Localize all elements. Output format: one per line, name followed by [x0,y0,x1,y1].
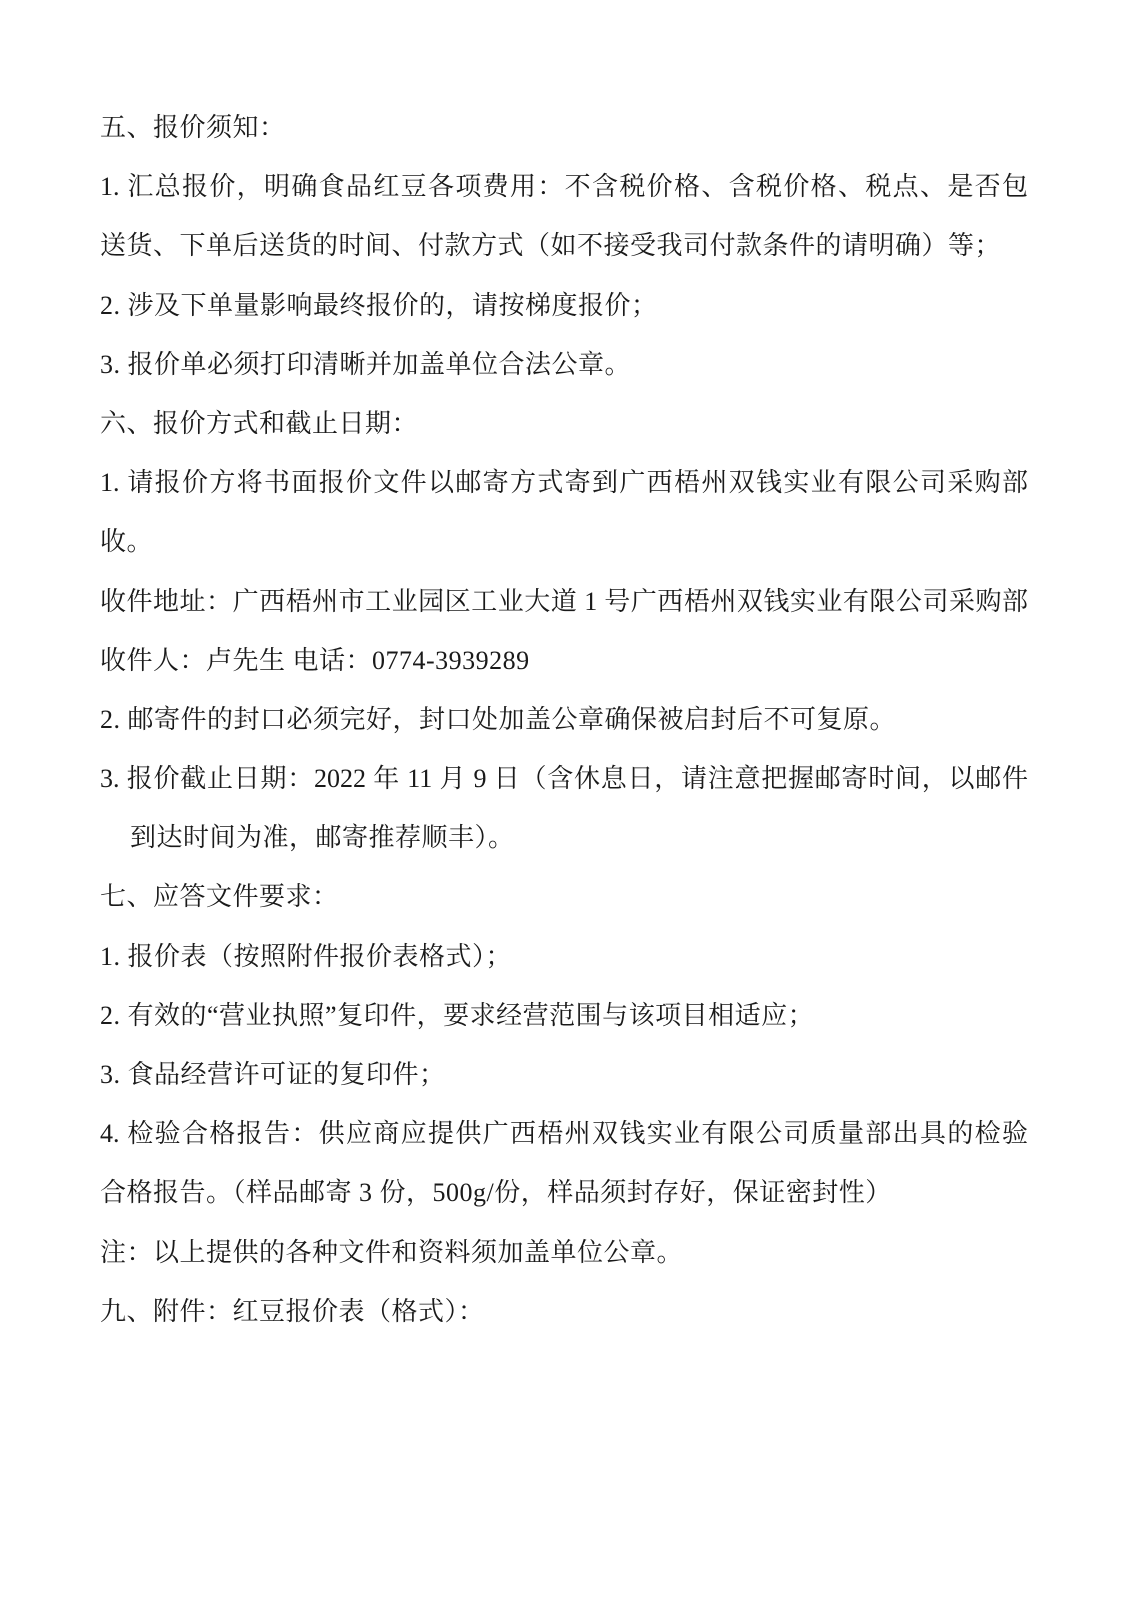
note-line: 注：以上提供的各种文件和资料须加盖单位公章。 [100,1237,684,1267]
mailing-address-line: 收件地址：广西梧州市工业园区工业大道 1 号广西梧州双钱实业有限公司采购部 [100,586,1028,616]
doc-line: 2. 涉及下单量影响最终报价的，请按梯度报价； [100,290,658,320]
recipient-phone-line: 收件人：卢先生 电话：0774-3939289 [100,645,530,675]
doc-line: 2. 邮寄件的封口必须完好，封口处加盖公章确保被启封后不可复原。 [100,704,897,734]
doc-line: 1. 请报价方将书面报价文件以邮寄方式寄到广西梧州双钱实业有限公司采购部 [100,468,1028,498]
section-heading-quotation-notes: 五、报价须知： [100,113,286,142]
section-heading-response-documents: 七、应答文件要求： [100,882,339,912]
doc-line: 4. 检验合格报告：供应商应提供广西梧州双钱实业有限公司质量部出具的检验 [100,1119,1028,1149]
doc-line: 收。 [100,527,154,557]
doc-line: 1. 报价表（按照附件报价表格式）； [100,941,513,971]
doc-line: 到达时间为准，邮寄推荐顺丰）。 [130,823,515,853]
document-body [100,98,1028,1341]
doc-line: 1. 汇总报价，明确食品红豆各项费用：不含税价格、含税价格、税点、是否包 [100,172,1028,202]
doc-line: 合格报告。（样品邮寄 3 份，500g/份，样品须封存好，保证密封性） [100,1178,892,1208]
section-heading-quotation-method: 六、报价方式和截止日期： [100,408,419,438]
doc-line: 3. 食品经营许可证的复印件； [100,1060,446,1089]
deadline-line: 3. 报价截止日期：2022 年 11 月 9 日（含休息日，请注意把握邮寄时间，以邮件 [100,764,1028,794]
doc-line: 3. 报价单必须打印清晰并加盖单位合法公章。 [100,349,632,379]
doc-line: 送货、下单后送货的时间、付款方式（如不接受我司付款条件的请明确）等； [100,231,1002,261]
doc-line: 2. 有效的“营业执照”复印件，要求经营范围与该项目相适应； [100,1000,815,1030]
section-heading-attachment: 九、附件：红豆报价表（格式）： [100,1296,485,1326]
